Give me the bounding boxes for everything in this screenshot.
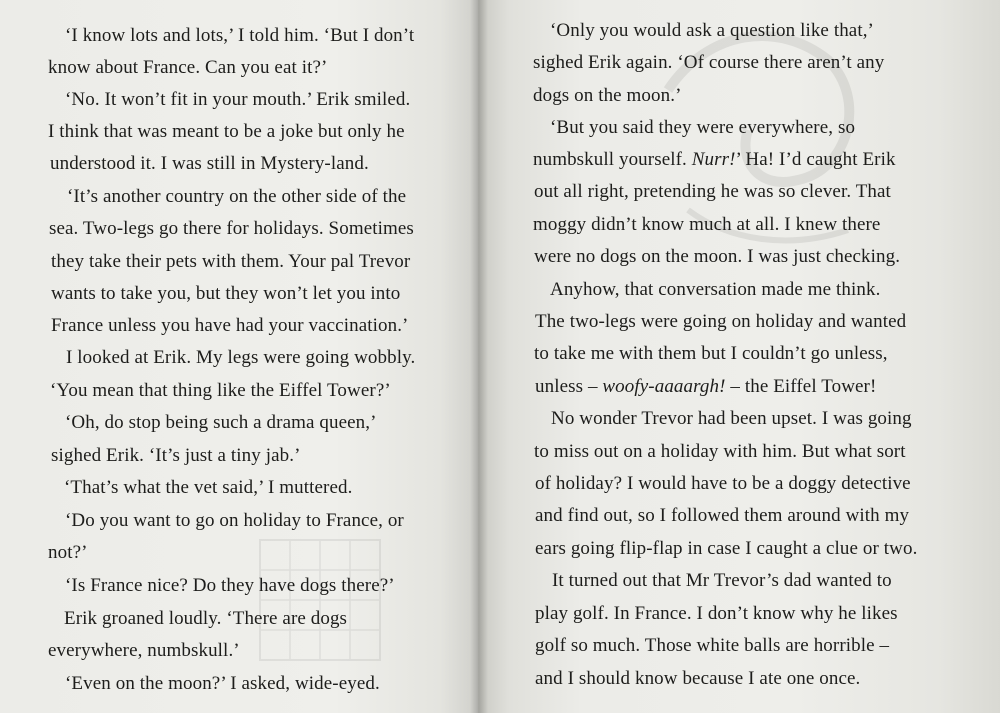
text-line: and find out, so I followed them around with my <box>535 505 910 526</box>
right-page <box>478 0 1000 713</box>
italic-text: Nurr! <box>691 149 736 170</box>
text-line: ‘Only you would ask a question like that,’ <box>550 20 874 41</box>
text-line: ‘It’s another country on the other side of the <box>67 186 407 207</box>
text-line: I looked at Erik. My legs were going wobbly. <box>66 347 416 368</box>
text-line: Erik groaned loudly. ‘There are dogs <box>64 608 348 629</box>
text-line: to miss out on a holiday with him. But what sort <box>534 441 906 462</box>
text-line: everywhere, numbskull.’ <box>48 640 240 661</box>
text-line: ‘Do you want to go on holiday to France, or <box>65 510 404 531</box>
text-line: they take their pets with them. Your pal Trevor <box>51 251 411 272</box>
text-line: ‘No. It won’t fit in your mouth.’ Erik smiled. <box>65 89 411 110</box>
text-line: ‘You mean that thing like the Eiffel Tower?’ <box>50 380 391 401</box>
text-line: of holiday? I would have to be a doggy detective <box>535 473 911 494</box>
text-line: understood it. I was still in Mystery-land. <box>50 153 369 174</box>
text-segment: unless – <box>535 376 603 397</box>
text-line: It turned out that Mr Trevor’s dad wanted to <box>552 570 892 591</box>
text-segment: numbskull yourself. <box>533 149 692 170</box>
text-line: to take me with them but I couldn’t go unless, <box>534 343 888 364</box>
text-line: Anyhow, that conversation made me think. <box>550 279 881 300</box>
text-line: sea. Two-legs go there for holidays. Sometimes <box>49 218 414 239</box>
text-line: The two-legs were going on holiday and wanted <box>535 311 907 332</box>
text-line: No wonder Trevor had been upset. I was going <box>551 408 912 429</box>
text-line: out all right, pretending he was so clever. That <box>534 181 891 202</box>
text-line: sighed Erik. ‘It’s just a tiny jab.’ <box>51 445 301 466</box>
text-line: were no dogs on the moon. I was just checking. <box>534 246 901 267</box>
text-line: I think that was meant to be a joke but only he <box>48 121 405 142</box>
text-line: dogs on the moon.’ <box>533 85 682 106</box>
text-line: and I should know because I ate one once. <box>535 668 861 689</box>
text-line: France unless you have had your vaccination.’ <box>51 315 409 336</box>
text-segment: – the Eiffel Tower! <box>725 376 877 397</box>
text-line: not?’ <box>48 542 88 563</box>
show-through-illustration <box>250 520 400 680</box>
text-line <box>533 149 896 171</box>
text-line: golf so much. Those white balls are horrible – <box>535 635 890 656</box>
italic-text: woofy-aaaargh! <box>602 376 726 397</box>
text-line: ‘I know lots and lots,’ I told him. ‘But I don’t <box>65 25 415 46</box>
text-line: ‘But you said they were everywhere, so <box>550 117 856 138</box>
text-line: ‘Is France nice? Do they have dogs there?’ <box>65 575 395 596</box>
text-segment: ’ Ha! I’d caught Erik <box>735 149 896 170</box>
text-line: ‘That’s what the vet said,’ I muttered. <box>64 477 353 498</box>
left-page <box>0 0 478 713</box>
text-line <box>535 376 876 398</box>
text-line: ‘Oh, do stop being such a drama queen,’ <box>65 412 377 433</box>
text-line: wants to take you, but they won’t let you into <box>51 283 401 304</box>
text-line: know about France. Can you eat it?’ <box>48 57 328 78</box>
text-line: ears going flip-flap in case I caught a clue or two. <box>535 538 918 559</box>
text-line: sighed Erik again. ‘Of course there aren’t any <box>533 52 885 73</box>
text-line: ‘Even on the moon?’ I asked, wide-eyed. <box>65 673 380 694</box>
text-line: moggy didn’t know much at all. I knew there <box>533 214 881 235</box>
text-line: play golf. In France. I don’t know why he likes <box>535 603 898 624</box>
